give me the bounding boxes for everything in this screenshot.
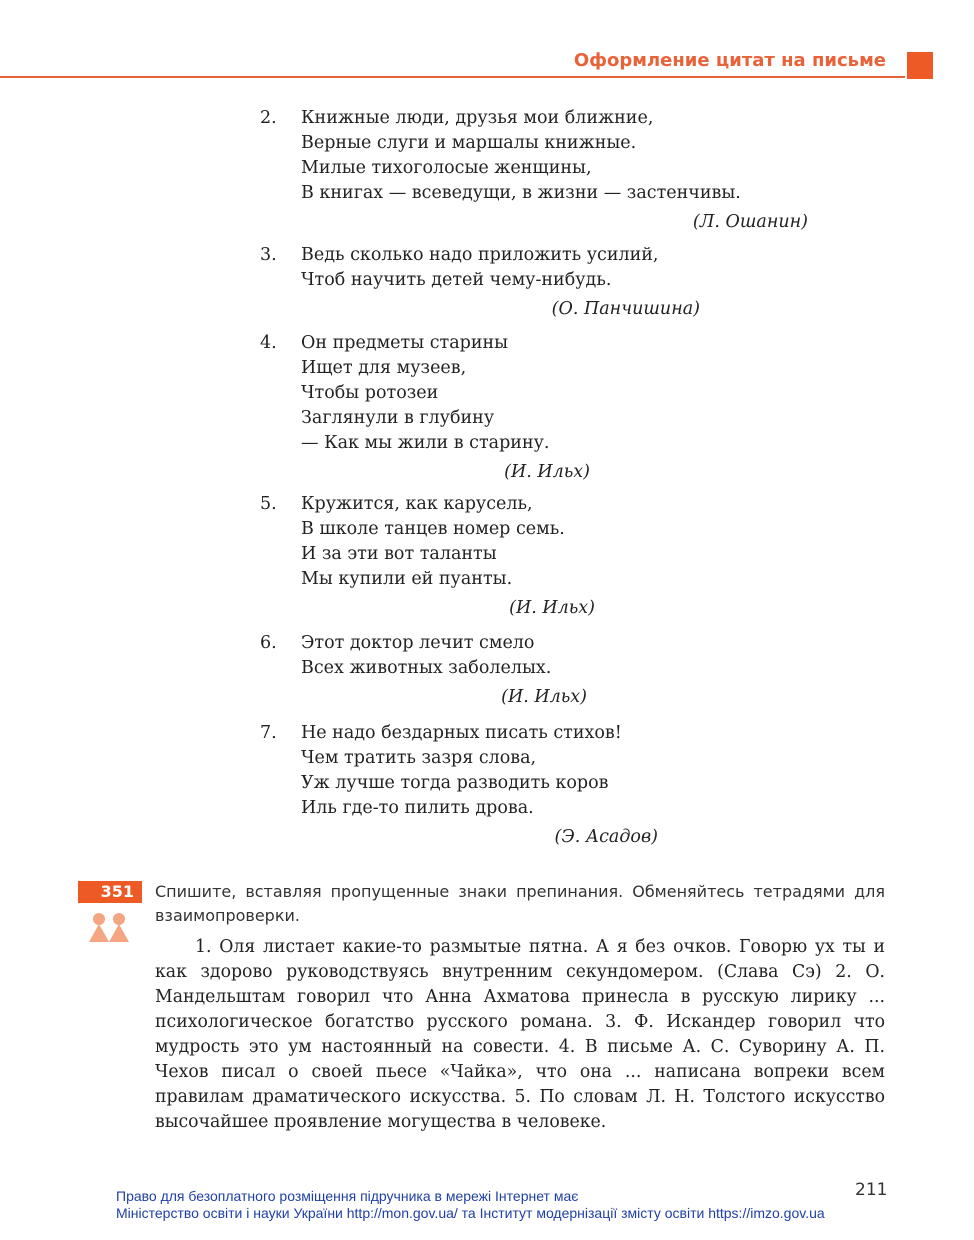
poem-line: Кружится, как карусель, <box>301 494 533 514</box>
poem-line: Чтобы ротозеи <box>301 383 439 403</box>
poem-number: 2. <box>260 108 277 128</box>
poem-line: В книгах — всеведущи, в жизни — застенчивы. <box>301 183 741 203</box>
poem-line: Чтоб научить детей чему-нибудь. <box>301 270 612 290</box>
poem-quote <box>260 492 595 621</box>
poem-quote <box>260 243 700 322</box>
poem-quote <box>260 631 587 710</box>
poem-line: Чем тратить зазря слова, <box>301 748 537 768</box>
header-rule <box>0 76 905 78</box>
exercise-instruction: Спишите, вставляя пропущенные знаки препинания. Обменяйтесь тетрадями для взаимопроверки. <box>155 882 885 925</box>
exercise-text: 1. Оля листает какие-то размытые пятна. А я без очков. Говорю ух ты и как здорово руководствуясь внутренним секундомером. (Слава Сэ) 2. О. Мандельштам говорил что Анна Ахматова принесла в русскую лирику ... психологическое богатство русского романа. 3. Ф. Искандер говорил что мудрость это ум настоянный на совести. 4. В письме А. С. Суворину А. П. Чехов писал о своей пьесе «Чайка», что она ... написана вопреки всем правилам драматического искусства. 5. По словам Л. Н. Толстого искусство высочайшее проявление могущества в человеке. <box>155 937 885 1132</box>
poem-line: Ведь сколько надо приложить усилий, <box>301 245 659 265</box>
poem-quote <box>260 331 590 485</box>
poem-line: Верные слуги и маршалы книжные. <box>301 133 637 153</box>
poem-number: 4. <box>260 333 277 353</box>
poem-author: (О. Панчишина) <box>551 299 700 319</box>
page-number: 211 <box>855 1180 888 1200</box>
poem-author: (И. Ильх) <box>501 687 587 707</box>
footer-line: Міністерство освіти і науки України http://mon.gov.ua/ та Інститут модернізації змісту освіти https://imzo.gov.ua <box>116 1205 825 1221</box>
pair-work-icon <box>88 912 132 944</box>
poem-line: — Как мы жили в старину. <box>301 433 550 453</box>
poem-author: (Э. Асадов) <box>554 827 658 847</box>
poem-line: В школе танцев номер семь. <box>301 519 565 539</box>
poem-line: Не надо бездарных писать стихов! <box>301 723 622 743</box>
poem-line: Иль где-то пилить дрова. <box>301 798 534 818</box>
header-accent-block <box>907 52 933 79</box>
exercise-number: 351 <box>78 881 142 903</box>
poem-number: 7. <box>260 723 277 743</box>
poem-line: Этот доктор лечит смело <box>301 633 535 653</box>
poem-line: Он предметы старины <box>301 333 509 353</box>
poem-line: Милые тихоголосые женщины, <box>301 158 592 178</box>
poem-number: 5. <box>260 494 277 514</box>
poem-line: И за эти вот таланты <box>301 544 497 564</box>
license-footer <box>116 1188 825 1222</box>
footer-line: Право для безоплатного розміщення підручника в мережі Інтернет має <box>116 1188 579 1204</box>
poem-author: (И. Ильх) <box>504 462 590 482</box>
poem-number: 3. <box>260 245 277 265</box>
poem-line: Уж лучше тогда разводить коров <box>301 773 609 793</box>
poem-author: (Л. Ошанин) <box>692 212 808 232</box>
poem-number: 6. <box>260 633 277 653</box>
poem-line: Всех животных заболелых. <box>301 658 552 678</box>
poem-line: Заглянули в глубину <box>301 408 495 428</box>
poem-author: (И. Ильх) <box>509 598 595 618</box>
poem-quote <box>260 721 658 850</box>
poem-line: Книжные люди, друзья мои ближние, <box>301 108 654 128</box>
poem-line: Ищет для музеев, <box>301 358 467 378</box>
section-title: Оформление цитат на письме <box>573 50 886 71</box>
poem-line: Мы купили ей пуанты. <box>301 569 513 589</box>
poem-quote <box>260 106 808 235</box>
